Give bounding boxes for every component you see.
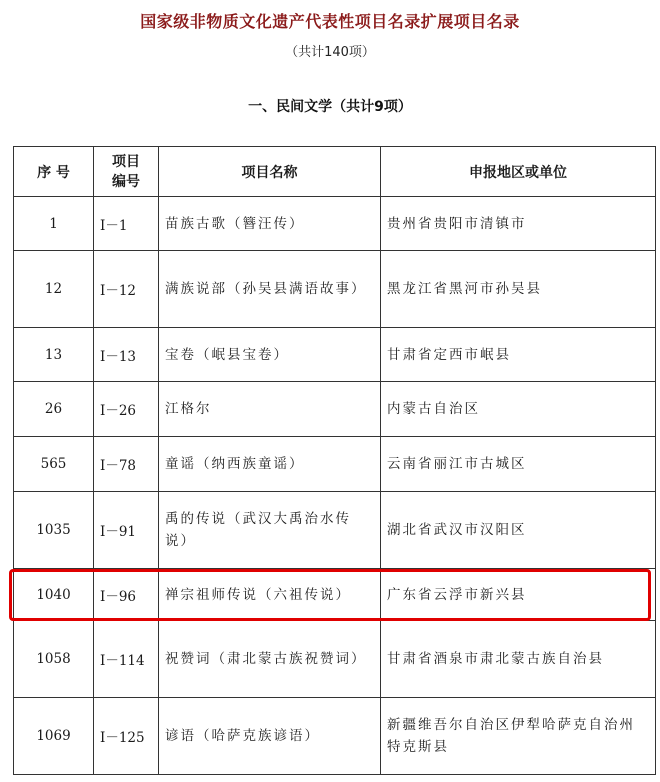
cell-seq: 13 bbox=[14, 328, 94, 382]
cell-code: Ⅰ－26 bbox=[94, 382, 159, 437]
cell-name: 江格尔 bbox=[159, 382, 381, 437]
header-name: 项目名称 bbox=[159, 147, 381, 197]
table-row bbox=[14, 492, 656, 569]
cell-region: 云南省丽江市古城区 bbox=[381, 437, 656, 492]
cell-code: Ⅰ－125 bbox=[94, 698, 159, 775]
table-row bbox=[14, 328, 656, 382]
cell-code: Ⅰ－96 bbox=[94, 569, 159, 621]
cell-name: 满族说部（孙吴县满语故事） bbox=[159, 251, 381, 328]
cell-code: Ⅰ－91 bbox=[94, 492, 159, 569]
section-heading: 一、民间文学（共计9项） bbox=[248, 99, 412, 115]
cell-name: 祝赞词（肃北蒙古族祝赞词） bbox=[159, 621, 381, 698]
cell-region: 贵州省贵阳市清镇市 bbox=[381, 197, 656, 251]
table-row bbox=[14, 382, 656, 437]
cell-region: 广东省云浮市新兴县 bbox=[381, 569, 656, 621]
cell-region: 甘肃省酒泉市肃北蒙古族自治县 bbox=[381, 621, 656, 698]
cell-code: Ⅰ－1 bbox=[94, 197, 159, 251]
project-table bbox=[13, 146, 656, 775]
table-row-highlighted bbox=[14, 569, 656, 621]
document-subtitle: （共计140项） bbox=[285, 45, 375, 60]
header-code-line2: 编号 bbox=[112, 173, 140, 190]
cell-seq: 1035 bbox=[14, 492, 94, 569]
cell-seq: 12 bbox=[14, 251, 94, 328]
cell-name: 童谣（纳西族童谣） bbox=[159, 437, 381, 492]
cell-seq: 1040 bbox=[14, 569, 94, 621]
table-row bbox=[14, 437, 656, 492]
cell-region: 内蒙古自治区 bbox=[381, 382, 656, 437]
cell-region: 黑龙江省黑河市孙吴县 bbox=[381, 251, 656, 328]
cell-region: 甘肃省定西市岷县 bbox=[381, 328, 656, 382]
header-seq: 序 号 bbox=[14, 147, 94, 197]
cell-name: 谚语（哈萨克族谚语） bbox=[159, 698, 381, 775]
cell-seq: 26 bbox=[14, 382, 94, 437]
cell-region: 湖北省武汉市汉阳区 bbox=[381, 492, 656, 569]
header-code-line1: 项目 bbox=[112, 153, 140, 170]
cell-seq: 1069 bbox=[14, 698, 94, 775]
cell-region: 新疆维吾尔自治区伊犁哈萨克自治州特克斯县 bbox=[381, 698, 656, 775]
cell-seq: 1058 bbox=[14, 621, 94, 698]
document-title: 国家级非物质文化遗产代表性项目名录扩展项目名录 bbox=[140, 12, 520, 31]
cell-name: 禹的传说（武汉大禹治水传说） bbox=[159, 492, 381, 569]
cell-code: Ⅰ－12 bbox=[94, 251, 159, 328]
header-region: 申报地区或单位 bbox=[381, 147, 656, 197]
table-header-row bbox=[14, 147, 656, 197]
table-row bbox=[14, 197, 656, 251]
cell-seq: 1 bbox=[14, 197, 94, 251]
cell-code: Ⅰ－78 bbox=[94, 437, 159, 492]
cell-seq: 565 bbox=[14, 437, 94, 492]
cell-code: Ⅰ－114 bbox=[94, 621, 159, 698]
cell-name: 苗族古歌（簪汪传） bbox=[159, 197, 381, 251]
table-row bbox=[14, 621, 656, 698]
cell-name: 禅宗祖师传说（六祖传说） bbox=[159, 569, 381, 621]
cell-name: 宝卷（岷县宝卷） bbox=[159, 328, 381, 382]
table-row bbox=[14, 251, 656, 328]
header-code bbox=[94, 147, 159, 197]
table-row bbox=[14, 698, 656, 775]
cell-code: Ⅰ－13 bbox=[94, 328, 159, 382]
